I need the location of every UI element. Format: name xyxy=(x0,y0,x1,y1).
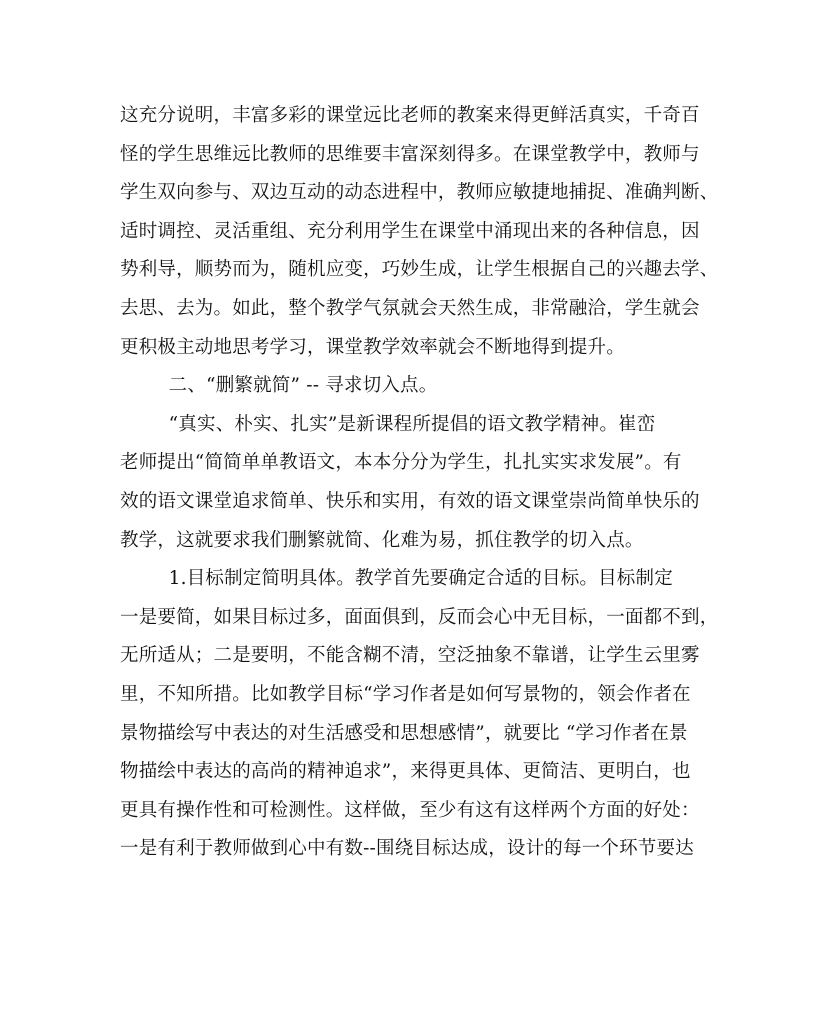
section-heading xyxy=(120,367,700,406)
text-line: 更具有操作性和可检测性。这样做，至少有这有这样两个方面的好处： xyxy=(120,799,700,821)
text-line: 里，不知所措。比如教学目标“学习作者是如何写景物的，领会作者在 xyxy=(120,683,691,705)
text-line: “真实、朴实、扎实”是新课程所提倡的语文教学精神。崔峦 xyxy=(120,413,656,435)
text-line: 物描绘中表达的高尚的精神追求”，来得更具体、更简洁、更明白，也 xyxy=(120,761,691,783)
text-line: 一是有利于教师做到心中有数--围绕目标达成，设计的每一个环节要达 xyxy=(120,838,694,860)
text-line: 效的语文课堂追求简单、快乐和实用，有效的语文课堂崇尚简单快乐的 xyxy=(120,490,700,512)
paragraph-goal-setting xyxy=(120,560,719,869)
text-line: 景物描绘写中表达的对生活感受和思想感情”，就要比 “学习作者在景 xyxy=(120,722,688,744)
paragraph-teaching-spirit xyxy=(120,406,700,560)
text-line: 适时调控、灵活重组、充分利用学生在课堂中涌现出来的各种信息，因 xyxy=(120,220,700,242)
text-line: 1.目标制定简明具体。教学首先要确定合适的目标。目标制定 xyxy=(120,568,673,590)
heading-line: 二、“删繁就简” -- 寻求切入点。 xyxy=(120,375,438,397)
paragraph-classroom-dynamics xyxy=(120,97,719,367)
document-body xyxy=(120,97,719,869)
text-line: 学生双向参与、双边互动的动态进程中，教师应敏捷地捕捉、准确判断、 xyxy=(120,182,719,204)
text-line: 更积极主动地思考学习，课堂教学效率就会不断地得到提升。 xyxy=(120,336,625,358)
text-line: 一是要简，如果目标过多，面面俱到，反而会心中无目标，一面都不到， xyxy=(120,606,719,628)
text-line: 去思、去为。如此，整个教学气氛就会天然生成，非常融洽，学生就会 xyxy=(120,297,700,319)
text-line: 教学，这就要求我们删繁就简、化难为易，抓住教学的切入点。 xyxy=(120,529,644,551)
text-line: 怪的学生思维远比教师的思维要丰富深刻得多。在课堂教学中，教师与 xyxy=(120,143,700,165)
text-line: 无所适从；二是要明，不能含糊不清，空泛抽象不靠谱，让学生云里雾 xyxy=(120,645,700,667)
text-line: 势利导，顺势而为，随机应变，巧妙生成，让学生根据自己的兴趣去学、 xyxy=(120,259,719,281)
text-line: 老师提出“简简单单教语文，本本分分为学生，扎扎实实求发展”。有 xyxy=(120,452,682,474)
text-line: 这充分说明，丰富多彩的课堂远比老师的教案来得更鲜活真实，千奇百 xyxy=(120,105,700,126)
